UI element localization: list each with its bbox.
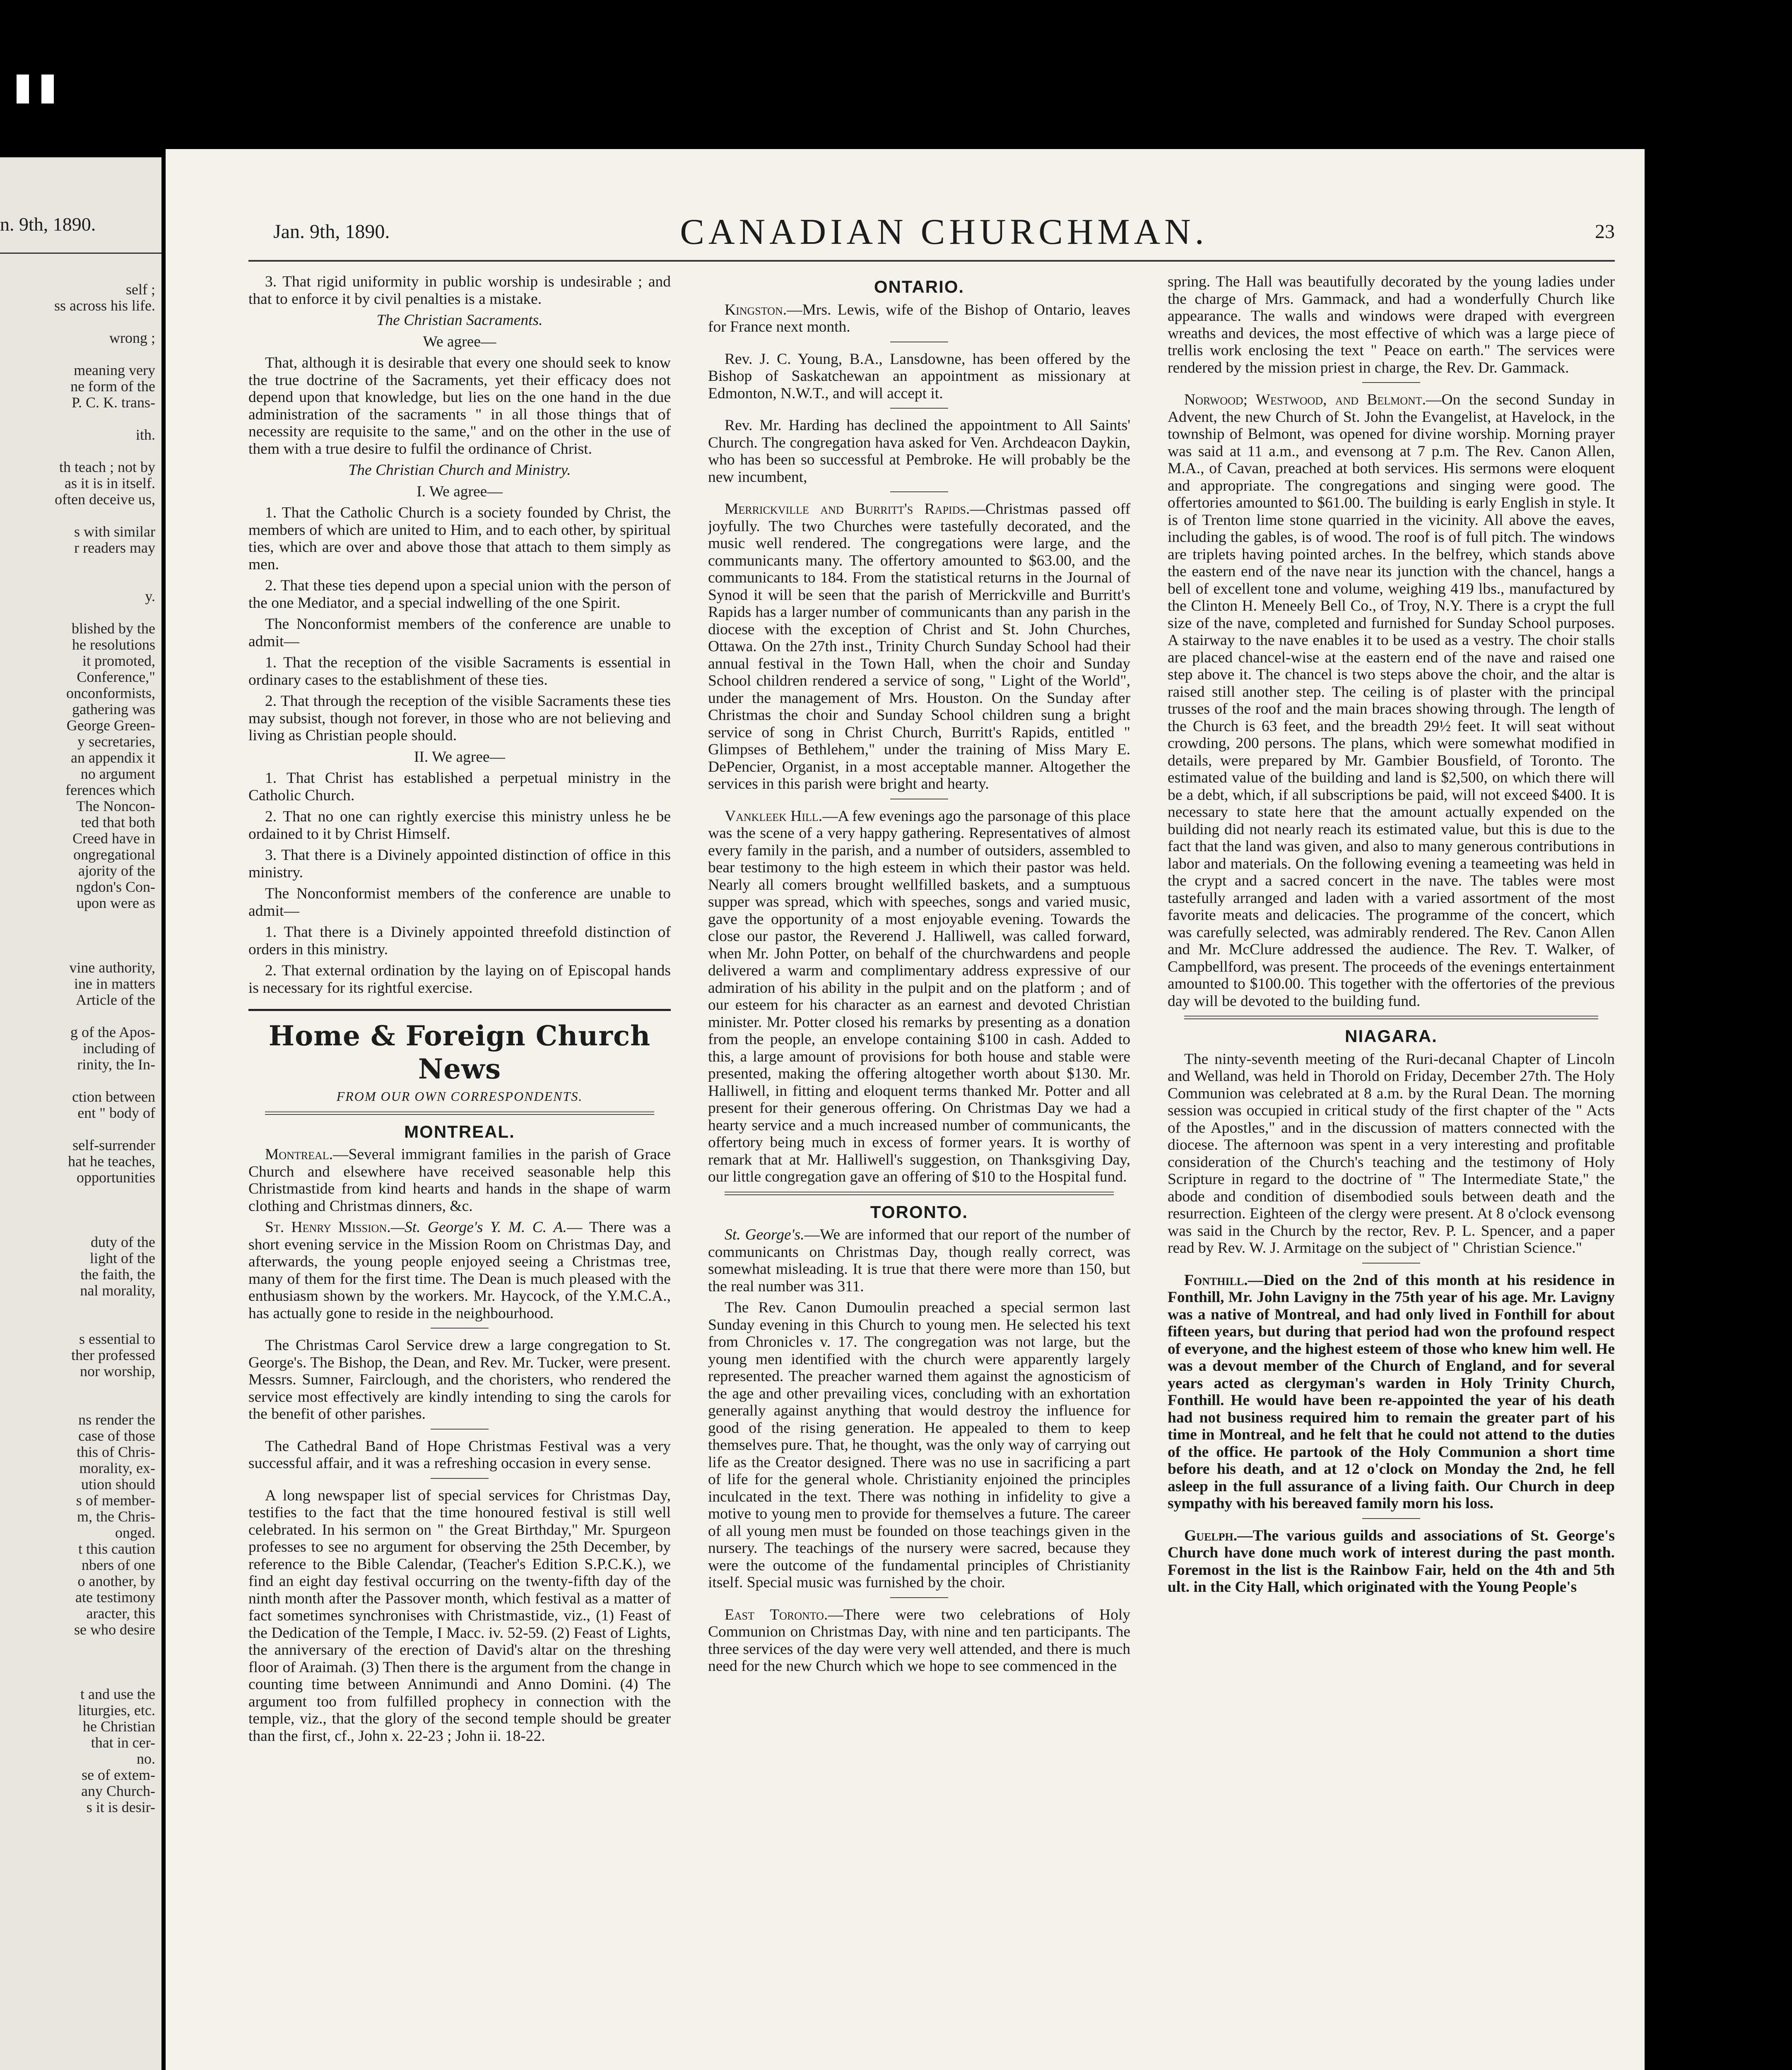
paragraph: 2. That these ties depend upon a special union with the person of the one Mediator, and a special indwelling of the one Spirit.	[248, 577, 671, 611]
fragment-line: no argument	[80, 766, 155, 782]
fragment-line	[0, 1654, 155, 1670]
body-text: —There were two celebrations of Holy Communion on Christmas Day, with nine and ten participants. The three services of the day were very well attended, and there is much need for the new Church which we hope to see commenced in the	[708, 1606, 1130, 1675]
body-text: —Died on the 2nd of this month at his residence in Fonthill, Mr. John Lavigny in the 75th year of his age. Mr. Lavigny was a native of Montreal, and had only lived in Fonthill for about fifteen years, but during that period had won the profound respect of everyone, and the highest esteem of those who knew him well. He was a devout member of the Church of England, and for several years acted as clergyman's warden in Holy Trinity Church, Fonthill. He would have been re-appointed the year of his death had not business required him to remain the greater part of his time in Montreal, and he felt that he could not attend to the duties of the office. He partook of the Holy Communion a short time before his death, and at 12 o'clock on Monday the 2nd, he fell asleep in the full assurance of a living faith. Our Church in deep sympathy with his bereaved family morn his loss.	[1168, 1271, 1615, 1512]
fragment-line: onconformists,	[66, 685, 155, 701]
fragment-line: s essential to	[79, 1331, 155, 1347]
fragment-line: liturgies, etc.	[78, 1702, 155, 1719]
fragment-line	[0, 1202, 155, 1218]
separator	[431, 1478, 489, 1479]
paragraph	[1168, 1272, 1615, 1512]
fragment-line: se who desire	[74, 1622, 155, 1638]
lead-text: Norwood; Westwood, and Belmont.	[1184, 391, 1426, 408]
lead-text: Vankleek Hill.	[725, 807, 823, 825]
paragraph: 2. That through the reception of the visible Sacraments these ties may subsist, though not forever, in those who are not believing and living as Christian people should.	[248, 693, 671, 744]
fragment-line: self ;	[126, 282, 155, 298]
lead-text: Fonthill.	[1184, 1271, 1248, 1289]
body-text: —Several immigrant families in the parish of Grace Church and elsewhere have received seasonable help this Christmastide from kind hearts and hands in the shape of warm clothing and Christmas dinners, &c.	[248, 1146, 671, 1215]
separator	[1362, 382, 1420, 383]
fragment-line: as it is in itself.	[65, 475, 155, 491]
fragment-line: ate testimony	[75, 1589, 155, 1605]
fragment-line: upon were as	[77, 895, 155, 911]
agree-line: II. We agree—	[414, 748, 506, 765]
fragment-line: an appendix it	[71, 750, 155, 766]
fragment-line: o another, by	[77, 1573, 155, 1589]
body-text: — There was a short evening service in the Mission Room on Christmas Day, and afterwards, the young people enjoyed seeing a Christmas tree, many of them for the first time. The Dean is much pleased with the enthusiasm shown by the workers. Mr. Haycock, of the Y.M.C.A., has actually gone to reside in the neighbourhood.	[248, 1219, 671, 1322]
body-text: —Mrs. Lewis, wife of the Bishop of Ontario, leaves for France next month.	[708, 301, 1130, 335]
fragment-line: often deceive us,	[55, 491, 155, 508]
lead-text: Merrickville and Burritt's Rapids.	[725, 501, 970, 518]
section-rule	[248, 1009, 671, 1011]
body-text: —A few evenings ago the parsonage of this place was the scene of a very happy gathering. Representatives of almost every family in the parish, and a number of outsiders, assembled to bear testimony to the high esteem in which their pastor was held. Nearly all comers brought wellfilled baskets, and a sumptuous supper was spread, which with speeches, songs and varied music, gave the opportunity of a most enjoyable evening. Towards the close our pastor, the Reverend J. Halliwell, was called forward, when Mr. John Potter, on behalf of the churchwardens and people delivered a warm and complimentary address expressive of our admiration of his ability in the pulpit and on the platform ; and of our esteem for his character as an earnest and devoted Christian minister. Mr. Potter closed his remarks by presenting as a donation from the people, an envelope containing $100 in cash. Added to this, a large amount of provisions for both house and stable were presented, making the offering altogether worth about $130. Mr. Halliwell, in fitting and eloquent terms thanked Mr. Potter and all present for their generous offering. On Christmas Day we had a hearty service and a much increased number of communicants, the offertory being much in excess of former years. It is worthy of remark that at Mr. Halliwell's suggestion, on Thanksgiving Day, our little congregation gave an offering of $10 to the Hospital fund.	[708, 807, 1130, 1185]
fragment-line: se of extem-	[82, 1767, 155, 1783]
paragraph	[708, 1226, 1130, 1295]
fragment-line: morality, ex-	[79, 1460, 155, 1476]
paragraph: 1. That Christ has established a perpetual ministry in the Catholic Church.	[248, 770, 671, 804]
fragment-line: he resolutions	[72, 637, 155, 653]
fragment-line	[0, 927, 155, 944]
lead-text: Kingston.	[725, 301, 787, 318]
separator	[431, 1429, 489, 1430]
lead-text: Guelph.	[1184, 1527, 1238, 1544]
fragment-line	[0, 1396, 155, 1412]
paragraph: 2. That no one can rightly exercise this ministry unless he be ordained to it by Christ Himself.	[248, 808, 671, 842]
paragraph: 2. That external ordination by the laying on of Episcopal hands is necessary for its rightful exercise.	[248, 962, 671, 996]
fragment-line: case of those	[78, 1428, 155, 1444]
fragment-line: P. C. K. trans-	[71, 395, 155, 411]
fragment-line	[0, 346, 155, 362]
paragraph: The Cathedral Band of Hope Christmas Festival was a very successful affair, and it was a refreshing occasion in every sense.	[248, 1437, 671, 1472]
fragment-line: blished by the	[72, 621, 155, 637]
fragment-line	[0, 508, 155, 524]
news-section-heading: Home & Foreign Church News	[268, 1020, 651, 1085]
section-heading-ontario: ONTARIO.	[874, 277, 965, 296]
fragment-line: s it is desir-	[86, 1799, 155, 1815]
fragment-line	[0, 314, 155, 330]
paragraph	[708, 301, 1130, 336]
section-heading-niagara: NIAGARA.	[1345, 1026, 1438, 1046]
lead-text: East Toronto.	[725, 1606, 828, 1623]
paragraph: The Nonconformist members of the conference are unable to admit—	[248, 885, 671, 919]
fragment-line	[0, 1379, 155, 1396]
paragraph: 3. That there is a Divinely appointed distinction of office in this ministry.	[248, 847, 671, 881]
fragment-line: ferences which	[65, 782, 155, 798]
fragment-line: George Green-	[66, 717, 155, 734]
fragment-line: aracter, this	[86, 1605, 155, 1622]
fragment-line: s of member-	[76, 1492, 155, 1509]
paragraph: That, although it is desirable that every one should seek to know the true doctrine of the Sacraments, yet their efficacy does not depend upon that knowledge, but lies on the one hand in the due administration of the sacraments " in all those things that of necessity are requisite to the same," and on the other in the use of them with a true desire to fulfil the ordinance of Christ.	[248, 354, 671, 457]
fragment-line: ution should	[81, 1476, 155, 1492]
paragraph: Rev. Mr. Harding has declined the appointment to All Saints' Church. The congregation hava asked for Ven. Archdeacon Daykin, who has been so successful at Pembroke. He will probably be the new incumbent,	[708, 417, 1130, 486]
fragment-line: nal morality,	[80, 1283, 155, 1299]
double-rule	[1184, 1016, 1598, 1019]
paragraph	[708, 808, 1130, 1186]
paragraph: spring. The Hall was beautifully decorated by the young ladies under the charge of Mrs. Gammack, and had a wonderfully Church like appearance. The walls and windows were draped with evergreen wreaths and devices, the most effective of which was a large piece of trellis work enclosing the text " Peace on earth." The services were rendered by the mission priest in charge, the Rev. Dr. Gammack.	[1168, 273, 1615, 376]
separator	[890, 408, 948, 409]
subheading: The Christian Church and Ministry.	[348, 462, 571, 479]
double-rule	[725, 1191, 1114, 1195]
fragment-line	[0, 1121, 155, 1137]
separator	[890, 491, 948, 492]
fragment-line	[0, 556, 155, 572]
column-2	[708, 273, 1130, 2070]
separator	[431, 1328, 489, 1329]
subheading: The Christian Sacraments.	[376, 312, 543, 329]
fragment-line: ith.	[135, 427, 155, 443]
fragment-line: onged.	[115, 1525, 155, 1541]
fragment-line: rinity, the In-	[77, 1057, 155, 1073]
fragment-line: th teach ; not by	[59, 459, 155, 475]
fragment-line: Creed have in	[72, 830, 155, 847]
fragment-line	[0, 944, 155, 960]
paragraph: The Nonconformist members of the conference are unable to admit—	[248, 616, 671, 650]
newspaper-page	[166, 149, 1645, 2070]
fragment-line: g of the Apos-	[70, 1024, 155, 1040]
fragment-line: ngdon's Con-	[76, 879, 155, 895]
fragment-line	[0, 1315, 155, 1331]
fragment-line: The Noncon-	[76, 798, 155, 814]
paragraph	[248, 1146, 671, 1215]
fragment-line	[0, 604, 155, 621]
fragment-line: r readers may	[74, 540, 155, 556]
agree-line: We agree—	[423, 333, 496, 350]
paragraph	[708, 501, 1130, 793]
lead-italic: St. George's.	[725, 1226, 804, 1243]
separator	[890, 1597, 948, 1598]
fragment-line	[0, 911, 155, 927]
fragment-line: t and use the	[80, 1686, 155, 1702]
fragment-line: ne form of the	[70, 378, 155, 395]
fragment-line: opportunities	[77, 1170, 155, 1186]
fragment-line: nor worship,	[80, 1363, 155, 1379]
fragment-line: ine in matters	[74, 976, 155, 992]
fragment-line: duty of the	[91, 1234, 155, 1250]
fragment-line	[0, 443, 155, 459]
header-date: Jan. 9th, 1890.	[273, 221, 390, 243]
paragraph: 1. That the reception of the visible Sacraments is essential in ordinary cases to the establishment of these ties.	[248, 654, 671, 688]
page-number: 23	[1595, 221, 1615, 243]
body-text: —On the second Sunday in Advent, the new Church of St. John the Evangelist, at Havelock, in the township of Belmont, was opened for divine worship. Morning prayer was said at 11 a.m., and evensong at 7 p.m. The Rev. Canon Allen, M.A., of Cavan, preached at both services. His sermons were eloquent and appropriate. The congregations and singing were good. The offertories amounted to $61.00. The building is early English in style. It is of Trenton lime stone quarried in the vicinity. All above the eaves, including the gables, is of wood. The roof is of full pitch. The windows are triplets having pointed arches. In the belfrey, which stands above the eastern end of the nave near its junction with the chancel, hangs a bell of excellent tone and volume, weighing 419 lbs., manufactured by the Clinton H. Meneely Bell Co., of Troy, N.Y. There is a crypt the full size of the nave, completed and furnished for Sunday School purposes. A stairway to the nave enables it to be used as a vestry. The choir stalls are placed chancel-wise at the eastern end of the nave and raised one step above it. The chancel is two steps above the choir, and the altar is raised still another step. The ceiling is of plaster with the principal trusses of the roof and the main braces showing through. The length of the Church is 63 feet, and the breadth 29½ feet. It will seat without crowding, 200 persons. The plans, which were somewhat modified in details, were prepared by Mr. Gambier Bousfield, of Toronto. The estimated value of the building and land is $2,500, on which there will be a debt, which, if all subscriptions be paid, will not exceed $400. It is necessary to state here that the amount actually expended on the building did not nearly reach its estimated value, but this is due to the fact that the land was given, and also to many generous contributions in labor and materials. On the following evening a teameeting was held in the crypt and a sacred concert in the nave. The tables were most tastefully arranged and laden with a varied assortment of the most favorite meats and delicacies. The programme of the concert, which was carefully selected, was admirably rendered. The Rev. Canon Allen and Mr. McClure addressed the audience. The Rev. T. Walker, of Campbellford, was present. The proceeds of the evenings entertainment amounted to $100.00. This together with the offertories of the previous day will be devoted to the building fund.	[1168, 391, 1615, 1010]
fragment-line	[0, 1638, 155, 1654]
fragment-line: y.	[145, 588, 155, 604]
paragraph: The Christmas Carol Service drew a large congregation to St. George's. The Bishop, the Dean, and Rev. Mr. Tucker, were present. Messrs. Sumner, Fairclough, and the choristers, who rendered the service most effectively are kindly intending to sing the carols for the benefit of other parishes.	[248, 1337, 671, 1423]
masthead-title: CANADIAN CHURCHMAN.	[680, 212, 1208, 252]
separator	[1362, 1263, 1420, 1264]
paragraph	[1168, 391, 1615, 1010]
fragment-line: that in cer-	[91, 1735, 155, 1751]
paragraph: Rev. J. C. Young, B.A., Lansdowne, has been offered by the Bishop of Saskatchewan an appointment as missionary at Edmonton, N.W.T., and will accept it.	[708, 350, 1130, 402]
paragraph: 3. That rigid uniformity in public worship is undesirable ; and that to enforce it by civil penalties is a mistake.	[248, 273, 671, 308]
paragraph	[708, 1606, 1130, 1675]
fragment-line: any Church-	[81, 1783, 155, 1799]
header-rule	[248, 260, 1615, 262]
body-text: —The various guilds and associations of St. George's Church have done much work of interest during the past month. Foremost in the list is the Rainbow Fair, held on the 4th and 5th ult. in the City Hall, which originated with the Young People's	[1168, 1527, 1615, 1596]
section-heading-montreal: MONTREAL.	[404, 1122, 515, 1141]
fragment-line	[0, 1299, 155, 1315]
fragment-line	[0, 1186, 155, 1202]
fragment-line: gathering was	[72, 701, 155, 717]
paragraph: 1. That the Catholic Church is a society founded by Christ, the members of which are united to Him, and to each other, by spiritual ties, which are over and above those that attach to them simply as men.	[248, 504, 671, 573]
lead-text: St. Henry Mission.	[265, 1219, 391, 1236]
fragment-line	[0, 1008, 155, 1024]
body-text: —Christmas passed off joyfully. The two Churches were tastefully decorated, and the music well rendered. The congregations were large, and the communicants many. The offertory amounted to $63.00, and the communicants to 184. From the statistical returns in the Journal of Synod it will be seen that the parish of Merrickville and Burritt's Rapids has a larger number of communicants than any parish in the diocese with the exception of Christ and St. John Churches, Ottawa. On the 27th inst., Trinity Church Sunday School had their annual festival in the Town Hall, when the choir and Sunday School children rendered a service of song, " Light of the World", under the management of Mrs. Houston. On the Sunday after Christmas the choir and Sunday School children sung a bright service of song in Christ Church, Burritt's Rapids, entitled " Glimpses of Bethlehem," under the training of Miss Mary E. DePencier, Organist, in a most acceptable manner. Altogether the services in this parish were bright and hearty.	[708, 501, 1130, 792]
fragment-line: no.	[137, 1751, 155, 1767]
separator	[1362, 1518, 1420, 1519]
agree-line: I. We agree—	[417, 483, 503, 500]
body-text: —We are informed that our report of the number of communicants on Christmas Day, though really correct, was somewhat misleading. It is true that there were more than 150, but the real number was 311.	[708, 1226, 1130, 1295]
fragment-line	[0, 411, 155, 427]
paragraph	[1168, 1527, 1615, 1596]
lead-text: Montreal.	[265, 1146, 333, 1163]
column-3	[1168, 273, 1615, 2070]
lead-italic: —St. George's Y. M. C. A.	[390, 1219, 567, 1236]
news-section-subheading: FROM OUR OWN CORRESPONDENTS.	[336, 1089, 583, 1104]
fragment-line: wrong ;	[109, 330, 155, 346]
fragment-line: it promoted,	[82, 653, 155, 669]
fragment-line: Article of the	[76, 992, 155, 1008]
fragment-line: hat he teaches,	[68, 1153, 155, 1170]
fragment-line	[0, 1073, 155, 1089]
adjacent-page-header: n. 9th, 1890.	[0, 214, 96, 235]
paragraph: The ninty-seventh meeting of the Ruri-decanal Chapter of Lincoln and Welland, was held in Thorold on Friday, December 27th. The Holy Communion was celebrated at 8 a.m. by the Rural Dean. The morning session was occupied in critical study of the first chapter of the " Acts of the Apostles," and in the discussion of matters connected with the diocese. The afternoon was spent in a very interesting and profitable consideration of the Church's teaching and the testimony of Holy Scripture in regard to the doctrine of " The Intermediate State," the abode and condition of disembodied souls between death and the resurrection. Eighteen of the clergy were present. At 8 o'clock evensong was said in the Church by the rector, Rev. P. L. Spencer, and a paper read by Rev. W. J. Armitage on the subject of " Christian Science."	[1168, 1050, 1615, 1256]
paragraph: A long newspaper list of special services for Christmas Day, testifies to the fact that the time honoured festival is still well celebrated. In his sermon on " the Great Birthday," Mr. Spurgeon professes to see no argument for observing the 25th December, by reference to the Bible Calendar, (Teacher's Edition S.P.C.K.), we find an eight day festival occurring on the twenty-fifth day of the ninth month after the Passover month, which festival as a matter of fact sometimes synchronises with Christmastide, viz., (1) Feast of the Dedication of the Temple, I Macc. iv. 52-59. (2) Feast of Lights, the anniversary of the erection of David's altar on the threshing floor of Araimah. (3) Then there is the argument from the change in counting time between Annimundi and Anno Domini. (4) The argument too from fulfilled prophecy in connection with the temple, viz., that the glory of the second temple should be greater than the first, cf., John x. 22-23 ; John ii. 18-22.	[248, 1487, 671, 1745]
fragment-line: ss across his life.	[54, 298, 155, 314]
fragment-line: the faith, the	[80, 1266, 155, 1283]
fragment-line: this of Chris-	[76, 1444, 155, 1460]
fragment-line: ted that both	[81, 814, 155, 830]
fragment-line: s with similar	[74, 524, 155, 540]
fragment-line: self-surrender	[72, 1137, 155, 1153]
fragment-line	[0, 1670, 155, 1686]
fragment-line: meaning very	[74, 362, 155, 378]
fragment-line: nbers of one	[82, 1557, 155, 1573]
adjacent-page-fragment	[0, 157, 161, 2070]
adjacent-page-rule	[0, 253, 161, 254]
scan-mark-top-2	[41, 75, 54, 104]
fragment-line: ns render the	[78, 1412, 155, 1428]
page-header	[273, 211, 1615, 253]
fragment-line: ongregational	[73, 847, 155, 863]
adjacent-page-text	[0, 282, 155, 1815]
fragment-line	[0, 1218, 155, 1234]
fragment-line: vine authority,	[69, 960, 155, 976]
fragment-line: light of the	[90, 1250, 155, 1266]
fragment-line: ther professed	[71, 1347, 155, 1363]
paragraph: The Rev. Canon Dumoulin preached a special sermon last Sunday evening in this Church to young men. He selected his text from Chronicles v. 17. The congregation was not large, but the young men identified with the church were apparently largely represented. The preacher warned them against the agnosticism of the age and other prevailing vices, concluding with an exhortation generally against anything that would destroy the influence for good of the rising generation. He appealed to them to keep themselves pure. That, he thought, was the only way of carrying out life as the Creator designed. There was no use in sacrificing a part of life for the general whole. Christianity enjoined the principles inculcated in the text. There was nothing in infidelity to give a motive to young men to provide for themselves a future. The career of all young men must be founded on those teachings given in the nursery. The teachings of the nursery were sacred, because they were the outcome of the fundamental principles of Christianity itself. Special music was furnished by the choir.	[708, 1299, 1130, 1591]
double-rule	[265, 1111, 654, 1115]
fragment-line: including of	[83, 1040, 155, 1057]
fragment-line: ajority of the	[78, 863, 155, 879]
fragment-line: t this caution	[78, 1541, 155, 1557]
paragraph: 1. That there is a Divinely appointed threefold distinction of orders in this ministry.	[248, 924, 671, 958]
scan-mark-top	[17, 75, 29, 104]
fragment-line: Conference,"	[77, 669, 155, 685]
column-1	[248, 273, 671, 2070]
fragment-line: ction between	[72, 1089, 155, 1105]
fragment-line: ent " body of	[77, 1105, 155, 1121]
fragment-line: m, the Chris-	[77, 1509, 155, 1525]
fragment-line	[0, 572, 155, 588]
section-heading-toronto: TORONTO.	[870, 1202, 968, 1222]
fragment-line: y secretaries,	[77, 734, 155, 750]
fragment-line: he Christian	[83, 1719, 155, 1735]
paragraph	[248, 1219, 671, 1322]
